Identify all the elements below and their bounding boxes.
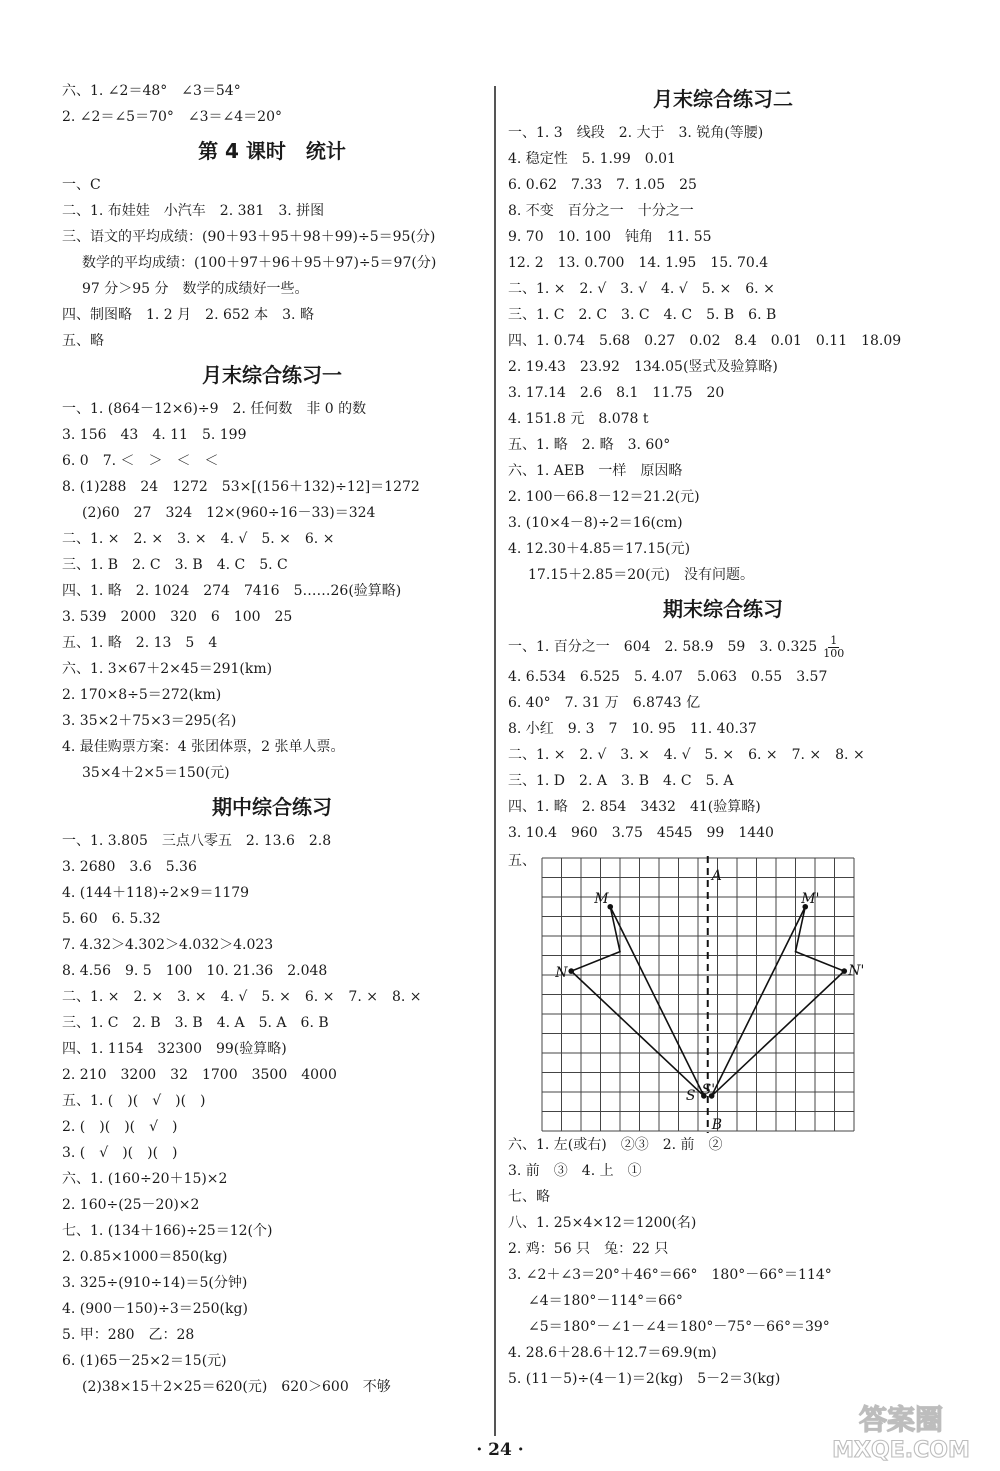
answer-line: 五、1. 略 2. 13 5 4 (62, 635, 218, 651)
answer-line: 6. 40° 7. 31 万 6.8743 亿 (508, 695, 701, 711)
answer-line: 4. (900－150)÷3＝250(kg) (62, 1301, 248, 1317)
answer-line: 二、1. × 2. × 3. × 4. √ 5. × 6. × (62, 531, 335, 547)
answer-line: 4. 28.6＋28.6＋12.7＝69.9(m) (508, 1345, 717, 1361)
answer-line: 六、1. 左(或右) ②③ 2. 前 ② (508, 1137, 723, 1153)
answer-line: 35×4＋2×5＝150(元) (82, 765, 230, 781)
answer-line: 8. 4.56 9. 5 100 10. 21.36 2.048 (62, 963, 328, 979)
answer-line: 一、1. (864－12×6)÷9 2. 任何数 非 0 的数 (62, 401, 367, 417)
right-column (508, 78, 938, 1392)
answer-line: 8. 小红 9. 3 7 10. 95 11. 40.37 (508, 721, 757, 737)
answer-line: 二、1. × 2. √ 3. √ 4. √ 5. × 6. × (508, 281, 775, 297)
original-shape (571, 907, 704, 1096)
answer-line: 4. 6.534 6.525 5. 4.07 5.063 0.55 3.57 (508, 669, 828, 685)
answer-line: 2. 19.43 23.92 134.05(竖式及验算略) (508, 359, 778, 375)
answer-line: 六、1. (160÷20＋15)×2 (62, 1171, 228, 1187)
fraction-denominator: 100 (823, 646, 845, 660)
answer-line: 三、1. C 2. B 3. B 4. A 5. A 6. B (62, 1015, 329, 1031)
answer-line: (2)60 27 324 12×(960÷16－33)＝324 (82, 505, 376, 521)
answer-line: 四、1. 略 2. 854 3432 41(验算略) (508, 799, 761, 815)
watermark-logo (816, 1395, 986, 1465)
answer-line: 六、1. 3×67＋2×45＝291(km) (62, 661, 273, 677)
answer-line: 2. 160÷(25－20)×2 (62, 1197, 200, 1213)
point-label-A: A (711, 868, 722, 884)
answer-line: 3. 2680 3.6 5.36 (62, 859, 197, 875)
answer-line: 4. (144＋118)÷2×9＝1179 (62, 885, 250, 901)
answer-line: 4. 151.8 元 8.078 t (508, 411, 649, 427)
section-title: 月末综合练习一 (202, 363, 342, 387)
answer-line: 3. 539 2000 320 6 100 25 (62, 609, 293, 625)
answer-line: 2. ∠2＝∠5＝70° ∠3＝∠4＝20° (62, 109, 282, 125)
point-label-N: N (555, 965, 568, 982)
answer-line: 一、C (62, 177, 101, 193)
answer-line: 七、略 (508, 1189, 550, 1205)
answer-line: 3. ∠2＋∠3＝20°＋46°＝66° 180°－66°＝114° (508, 1267, 832, 1283)
answer-line: 五、略 (62, 333, 104, 349)
answer-line: 12. 2 13. 0.700 14. 1.95 15. 70.4 (508, 255, 769, 271)
symmetry-grid-figure (538, 854, 865, 1135)
answer-line: 五、1. 略 2. 略 3. 60° (508, 437, 671, 453)
answer-line: 8. (1)288 24 1272 53×[(156＋132)÷12]＝1272 (62, 479, 420, 495)
answer-line: 4. 12.30＋4.85＝17.15(元) (508, 541, 691, 557)
svg-text:答案圈: 答案圈 (858, 1403, 944, 1436)
answer-line: 二、1. × 2. × 3. × 4. √ 5. × 6. × 7. × 8. × (62, 989, 422, 1005)
answer-line: 3. ( √ )( )( ) (62, 1145, 178, 1161)
answer-line: 二、1. 布娃娃 小汽车 2. 381 3. 拼图 (62, 203, 325, 219)
answer-line: 四、1. 0.74 5.68 0.27 0.02 8.4 0.01 0.11 18.09 (508, 333, 902, 349)
vertex-dot (568, 968, 574, 974)
answer-line: 三、1. B 2. C 3. B 4. C 5. C (62, 557, 288, 573)
answer-line: 八、1. 25×4×12＝1200(名) (508, 1215, 697, 1231)
vertex-dot (841, 968, 847, 974)
section-title: 期中综合练习 (212, 795, 332, 819)
answer-line: 9. 70 10. 100 钝角 11. 55 (508, 229, 712, 245)
answer-line: 四、1. 略 2. 1024 274 7416 5……26(验算略) (62, 583, 402, 599)
answer-line: 二、1. × 2. √ 3. × 4. √ 5. × 6. × 7. × 8. × (508, 747, 865, 763)
left-column (62, 78, 482, 1400)
answer-line: 三、1. C 2. C 3. C 4. C 5. B 6. B (508, 307, 777, 323)
column-divider (494, 86, 496, 1436)
grid-answer-label: 五、 (508, 853, 536, 869)
answer-line: 2. 鸡：56 只 兔：22 只 (508, 1241, 669, 1257)
page-number: · 24 · (476, 1440, 524, 1460)
answer-line: 2. 210 3200 32 1700 3500 4000 (62, 1067, 337, 1083)
answer-line: 6. 0.62 7.33 7. 1.05 25 (508, 177, 697, 193)
section-title: 期末综合练习 (663, 597, 783, 621)
answer-line: 4. 稳定性 5. 1.99 0.01 (508, 151, 676, 167)
fraction (823, 635, 844, 660)
answer-line: 5. 甲：280 乙：28 (62, 1327, 195, 1343)
mirrored-shape (712, 907, 845, 1096)
answer-line: 3. (10×4－8)÷2＝16(cm) (508, 515, 683, 531)
answer-line: 5. 60 6. 5.32 (62, 911, 161, 927)
answer-line: 六、1. ∠2＝48° ∠3＝54° (62, 83, 241, 99)
fraction-numerator: 1 (830, 633, 838, 647)
answer-line: 2. 100－66.8－12＝21.2(元) (508, 489, 700, 505)
answer-line: 数学的平均成绩：(100＋97＋96＋95＋97)÷5＝97(分) (82, 255, 437, 271)
point-label-S2: S' (701, 1081, 716, 1098)
answer-line: 3. 325÷(910÷14)＝5(分钟) (62, 1275, 248, 1291)
answer-line: 6. 0 7. ＜ ＞ ＜ ＜ (62, 453, 219, 469)
answer-text: 一、1. 百分之一 604 2. 58.9 59 3. 0.325 (508, 639, 818, 655)
answer-line: 一、1. 3 线段 2. 大于 3. 锐角(等腰) (508, 125, 764, 141)
point-label-S: S (685, 1087, 696, 1104)
answer-line: 7. 4.32＞4.302＞4.032＞4.023 (62, 937, 274, 953)
answer-line: 2. ( )( )( √ ) (62, 1119, 178, 1135)
answer-line: 3. 10.4 960 3.75 4545 99 1440 (508, 825, 774, 841)
answer-line: 6. (1)65－25×2＝15(元) (62, 1353, 227, 1369)
answer-line: ∠5＝180°－∠1－∠4＝180°－75°－66°＝39° (528, 1319, 830, 1335)
answer-line: 3. 156 43 4. 11 5. 199 (62, 427, 247, 443)
answer-line: 3. 前 ③ 4. 上 ① (508, 1163, 642, 1179)
answer-line (508, 630, 938, 664)
answer-line: 17.15＋2.85＝20(元) 没有问题。 (528, 567, 754, 583)
answer-line: (2)38×15＋2×25＝620(元) 620＞600 不够 (82, 1379, 391, 1395)
point-label-B: B (711, 1117, 723, 1133)
answer-line: 六、1. AEB 一样 原因略 (508, 463, 683, 479)
answer-line: 3. 17.14 2.6 8.1 11.75 20 (508, 385, 725, 401)
answer-line: 5. (11－5)÷(4－1)＝2(kg) 5－2＝3(kg) (508, 1371, 781, 1387)
answer-line: ∠4＝180°－114°＝66° (528, 1293, 683, 1309)
answer-line: 四、制图略 1. 2 月 2. 652 本 3. 略 (62, 307, 314, 323)
answer-line: 2. 0.85×1000＝850(kg) (62, 1249, 228, 1265)
answer-line: 三、1. D 2. A 3. B 4. C 5. A (508, 773, 734, 789)
answer-line: 一、1. 3.805 三点八零五 2. 13.6 2.8 (62, 833, 332, 849)
point-label-M2: M' (801, 890, 820, 907)
answer-line: 4. 最佳购票方案：4 张团体票，2 张单人票。 (62, 739, 345, 755)
answer-line: 四、1. 1154 32300 99(验算略) (62, 1041, 287, 1057)
grid-answer (508, 846, 938, 1132)
answer-line: 五、1. ( )( √ )( ) (62, 1093, 206, 1109)
section-title: 月末综合练习二 (653, 87, 793, 111)
answer-line: 97 分＞95 分 数学的成绩好一些。 (82, 281, 309, 297)
answer-line: 三、语文的平均成绩：(90＋93＋95＋98＋99)÷5＝95(分) (62, 229, 436, 245)
answer-line: 3. 35×2＋75×3＝295(名) (62, 713, 237, 729)
svg-text:MXQE.COM: MXQE.COM (832, 1438, 970, 1463)
answer-line: 七、1. (134＋166)÷25＝12(个) (62, 1223, 273, 1239)
answer-line: 2. 170×8÷5＝272(km) (62, 687, 222, 703)
section-title: 第 4 课时 统计 (198, 139, 346, 163)
answer-line: 8. 不变 百分之一 十分之一 (508, 203, 694, 219)
point-label-N2: N' (848, 963, 865, 980)
point-label-M: M (594, 890, 609, 907)
